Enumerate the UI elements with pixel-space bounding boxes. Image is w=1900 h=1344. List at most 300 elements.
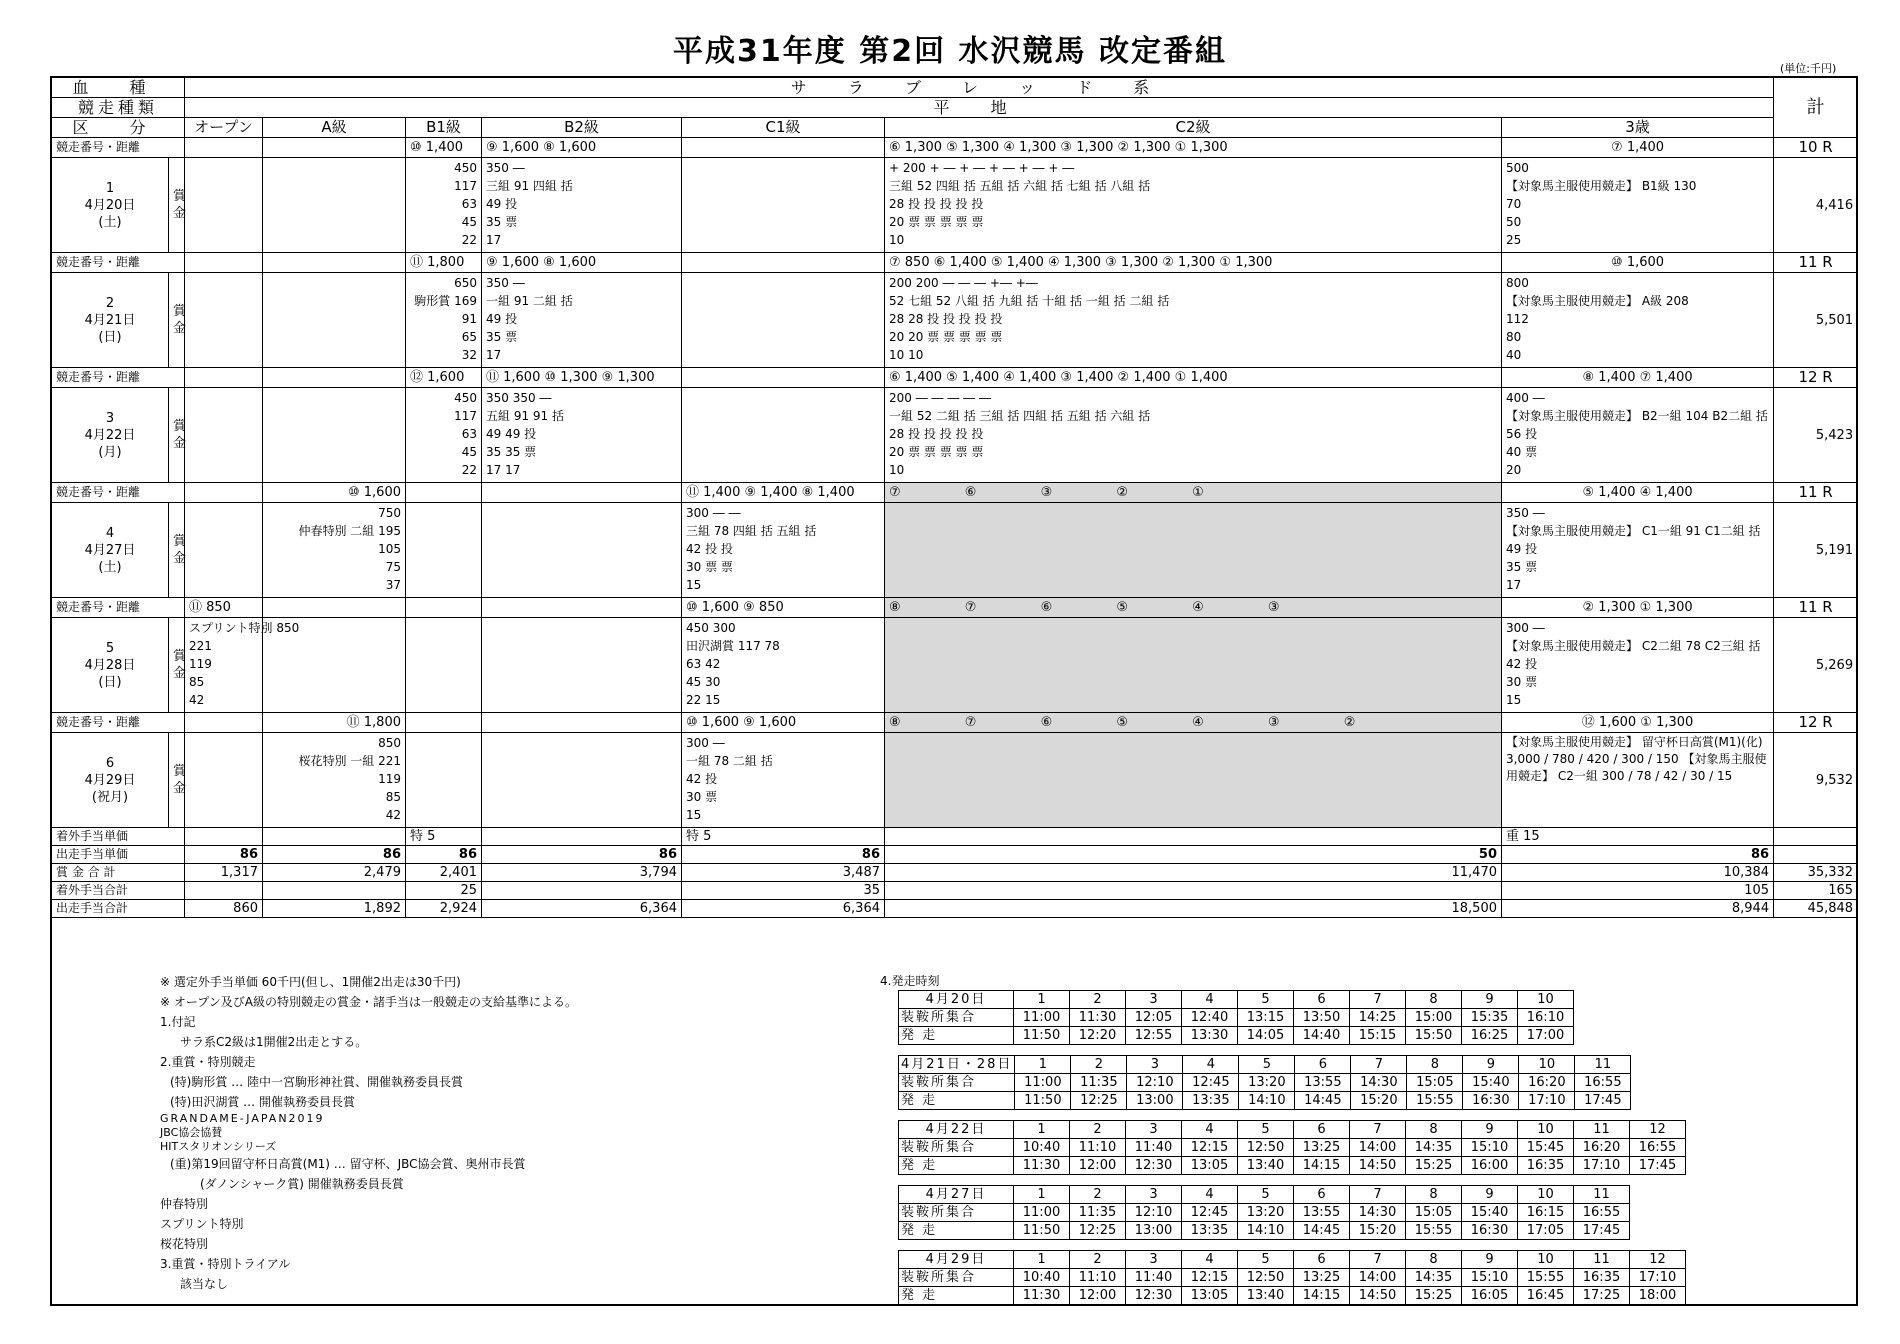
time-cell: 18:00	[1630, 1287, 1686, 1305]
day-race-row	[52, 598, 1858, 618]
race-count: 11 R	[1774, 483, 1858, 503]
time-cell: 14:50	[1350, 1157, 1406, 1175]
prize-label: 賞 金	[169, 273, 185, 368]
time-row-label: 4月20日	[899, 991, 1014, 1009]
prize-3yo: 300 ― 【対象馬主服使用競走】 C2二組 78 C2三組 括 42 投 30 票 15	[1502, 618, 1774, 713]
start-unit-c1: 86	[682, 846, 885, 864]
blood-label: 血 種	[52, 78, 185, 98]
start-total-b2: 6,364	[482, 900, 682, 918]
start-unit-row	[52, 846, 1858, 864]
time-cell: 16:35	[1518, 1157, 1574, 1175]
time-cell: 15:50	[1406, 1027, 1462, 1045]
time-cell: 5	[1238, 1251, 1294, 1269]
extra-total-label: 着外手当合計	[52, 882, 185, 900]
race-b1	[406, 598, 482, 618]
prize-b2	[482, 503, 682, 598]
day-total: 4,416	[1774, 158, 1858, 253]
race-b2	[482, 598, 682, 618]
time-cell: 8	[1406, 1121, 1462, 1139]
time-row-label: 発 走	[899, 1092, 1015, 1110]
prize-a	[263, 388, 406, 483]
time-cell: 11	[1574, 1121, 1630, 1139]
start-total-b1: 2,924	[406, 900, 482, 918]
start-time-table	[898, 1055, 1631, 1110]
race-3yo: ⑧ 1,400 ⑦ 1,400	[1502, 368, 1774, 388]
time-cell: 6	[1294, 1186, 1350, 1204]
prize-3yo: 400 ― 【対象馬主服使用競走】 B2一組 104 B2二組 括 56 投 40 票 20	[1502, 388, 1774, 483]
time-cell: 11:30	[1014, 1157, 1070, 1175]
day-race-row	[52, 253, 1858, 273]
time-cell: 15:20	[1350, 1222, 1406, 1240]
distance-label: 競走番号・距離	[52, 713, 185, 733]
time-cell: 6	[1294, 1121, 1350, 1139]
time-row-label: 装鞍所集合	[899, 1269, 1014, 1287]
time-cell: 11:00	[1015, 1074, 1071, 1092]
note-line: (重)第19回留守杯日高賞(M1) … 留守杯、JBC協会賞、奥州市長賞	[170, 1157, 526, 1171]
time-cell: 15:10	[1462, 1269, 1518, 1287]
time-cell: 11:35	[1070, 1204, 1126, 1222]
race-a: ⑩ 1,600	[263, 483, 406, 503]
prize-3yo: 500 【対象馬主服使用競走】 B1級 130 70 50 25	[1502, 158, 1774, 253]
total-header: 計	[1774, 78, 1858, 138]
time-cell: 10	[1518, 1186, 1574, 1204]
time-cell: 14:35	[1406, 1269, 1462, 1287]
time-row-label: 装鞍所集合	[899, 1139, 1014, 1157]
prize-3yo: 350 ― 【対象馬主服使用競走】 C1一組 91 C1二組 括 49 投 35 票 17	[1502, 503, 1774, 598]
time-cell: 12:15	[1182, 1139, 1238, 1157]
time-cell: 11:50	[1014, 1027, 1070, 1045]
prize-total-a: 2,479	[263, 864, 406, 882]
prize-b2	[482, 618, 682, 713]
prize-total-all: 35,332	[1774, 864, 1858, 882]
day-prize-row	[52, 503, 1858, 598]
prize-c2: 200 ― ― ― ― ― 一組 52 二組 括 三組 括 四組 括 五組 括 六組 括 28 投 投 投 投 投 20 票 票 票 票 票 10	[885, 388, 1502, 483]
time-row	[899, 1157, 1686, 1175]
day-cell: 1 4月20日 (土)	[52, 158, 169, 253]
time-cell: 15:05	[1407, 1074, 1463, 1092]
day-prize-row	[52, 273, 1858, 368]
extra-unit-row	[52, 828, 1858, 846]
extra-unit-label: 着外手当単価	[52, 828, 185, 846]
time-cell: 16:45	[1518, 1287, 1574, 1305]
race-a	[263, 253, 406, 273]
time-row-label: 発 走	[899, 1287, 1014, 1305]
race-3yo: ⑦ 1,400	[1502, 138, 1774, 158]
time-cell: 5	[1239, 1056, 1295, 1074]
day-total: 5,423	[1774, 388, 1858, 483]
time-cell: 14:30	[1351, 1074, 1407, 1092]
time-row	[899, 1074, 1631, 1092]
start-total-all: 45,848	[1774, 900, 1858, 918]
day-total: 5,269	[1774, 618, 1858, 713]
time-cell: 3	[1126, 1251, 1182, 1269]
time-cell: 1	[1014, 1251, 1070, 1269]
time-cell: 16:05	[1462, 1287, 1518, 1305]
race-type-row	[52, 98, 1858, 118]
race-c2: ⑥ 1,300 ⑤ 1,300 ④ 1,300 ③ 1,300 ② 1,300 ① 1,300	[885, 138, 1502, 158]
race-b2: ⑨ 1,600 ⑧ 1,600	[482, 138, 682, 158]
time-cell: 10:40	[1014, 1269, 1070, 1287]
time-cell: 12:10	[1127, 1074, 1183, 1092]
day-total: 5,191	[1774, 503, 1858, 598]
prize-total-c2: 11,470	[885, 864, 1502, 882]
time-cell: 14:00	[1350, 1269, 1406, 1287]
race-open	[185, 368, 263, 388]
time-row	[899, 1269, 1686, 1287]
note-line: ※ オープン及びA級の特別競走の賞金・諸手当は一般競走の支給基準による。	[160, 995, 578, 1009]
prize-b1	[406, 733, 482, 828]
start-total-c1: 6,364	[682, 900, 885, 918]
time-cell: 11:50	[1014, 1222, 1070, 1240]
start-time-table	[898, 1185, 1630, 1240]
time-cell: 12:30	[1126, 1287, 1182, 1305]
time-cell: 11:10	[1070, 1269, 1126, 1287]
notes-section	[160, 972, 577, 1294]
time-row	[899, 1139, 1686, 1157]
prize-b2: 350 ― 三組 91 四組 括 49 投 35 票 17	[482, 158, 682, 253]
time-row	[899, 1222, 1630, 1240]
time-cell: 15:40	[1463, 1074, 1519, 1092]
note-line: HITスタリオンシリーズ	[160, 1140, 277, 1153]
prize-c2	[885, 618, 1502, 713]
time-cell: 16:00	[1462, 1157, 1518, 1175]
race-c1	[682, 368, 885, 388]
extra-unit-b1: 特 5	[406, 828, 482, 846]
prize-b1	[406, 503, 482, 598]
time-cell: 16:55	[1630, 1139, 1686, 1157]
note-line: (特)田沢湖賞 … 開催執務委員長賞	[170, 1095, 355, 1109]
time-cell: 16:20	[1574, 1139, 1630, 1157]
time-cell: 9	[1463, 1056, 1519, 1074]
start-unit-c2: 50	[885, 846, 1502, 864]
note-line: GRANDAME-JAPAN2019	[160, 1112, 325, 1125]
race-count: 11 R	[1774, 598, 1858, 618]
time-cell: 12:55	[1126, 1027, 1182, 1045]
time-cell: 13:20	[1238, 1204, 1294, 1222]
day-race-row	[52, 713, 1858, 733]
race-b1: ⑪ 1,800	[406, 253, 482, 273]
race-count: 12 R	[1774, 368, 1858, 388]
time-cell: 12:25	[1071, 1092, 1127, 1110]
prize-total-b1: 2,401	[406, 864, 482, 882]
extra-total-all: 165	[1774, 882, 1858, 900]
time-row	[899, 1092, 1631, 1110]
time-cell: 11	[1575, 1056, 1631, 1074]
race-open	[185, 483, 263, 503]
time-cell: 5	[1238, 1121, 1294, 1139]
class-3yo: 3歳	[1502, 118, 1774, 138]
time-cell: 13:05	[1182, 1157, 1238, 1175]
note-line: 該当なし	[180, 1277, 229, 1291]
time-cell: 1	[1014, 1121, 1070, 1139]
time-cell: 2	[1070, 1251, 1126, 1269]
time-cell: 12:10	[1126, 1204, 1182, 1222]
time-cell: 12:15	[1182, 1269, 1238, 1287]
start-unit-3yo: 86	[1502, 846, 1774, 864]
time-row	[899, 1287, 1686, 1305]
prize-total-label: 賞 金 合 計	[52, 864, 185, 882]
time-cell: 11:30	[1070, 1009, 1126, 1027]
prize-c2	[885, 503, 1502, 598]
prize-b1: 450 117 63 45 22	[406, 388, 482, 483]
day-cell: 6 4月29日 (祝月)	[52, 733, 169, 828]
day-cell: 4 4月27日 (土)	[52, 503, 169, 598]
time-cell: 3	[1127, 1056, 1183, 1074]
time-cell: 3	[1126, 1186, 1182, 1204]
day-prize-row	[52, 618, 1858, 713]
prize-c2: + 200 + ― + ― + ― + ― + ― 三組 52 四組 括 五組 括 六組 括 七組 括 八組 括 28 投 投 投 投 投 20 票 票 票 票 票 10	[885, 158, 1502, 253]
prize-open	[185, 733, 263, 828]
race-c2: ⑧ ⑦ ⑥ ⑤ ④ ③ ②	[885, 713, 1502, 733]
time-cell: 6	[1295, 1056, 1351, 1074]
time-cell: 17:45	[1574, 1222, 1630, 1240]
prize-a	[263, 158, 406, 253]
race-count: 11 R	[1774, 253, 1858, 273]
note-line: ※ 選定外手当単価 60千円(但し、1開催2出走は30千円)	[160, 975, 461, 989]
time-cell: 13:50	[1294, 1009, 1350, 1027]
time-cell: 14:10	[1239, 1092, 1295, 1110]
race-c2: ⑦ 850 ⑥ 1,400 ⑤ 1,400 ④ 1,300 ③ 1,300 ② 1,300 ① 1,300	[885, 253, 1502, 273]
race-c1: ⑩ 1,600 ⑨ 1,600	[682, 713, 885, 733]
prize-b2: 350 350 ― 五組 91 91 括 49 49 投 35 35 票 17 17	[482, 388, 682, 483]
time-cell: 6	[1294, 991, 1350, 1009]
time-row-label: 装鞍所集合	[899, 1204, 1014, 1222]
time-cell: 11:10	[1070, 1139, 1126, 1157]
class-label: 区 分	[52, 118, 185, 138]
race-open	[185, 253, 263, 273]
extra-unit-3yo: 重 15	[1502, 828, 1774, 846]
time-cell: 14:25	[1350, 1009, 1406, 1027]
time-cell: 17:10	[1519, 1092, 1575, 1110]
day-cell: 2 4月21日 (日)	[52, 273, 169, 368]
race-open: ⑪ 850	[185, 598, 263, 618]
time-cell: 11:00	[1014, 1204, 1070, 1222]
class-row	[52, 118, 1858, 138]
start-time-table	[898, 1250, 1686, 1305]
time-cell: 14:45	[1294, 1222, 1350, 1240]
time-cell: 15:35	[1462, 1009, 1518, 1027]
start-total-open: 860	[185, 900, 263, 918]
class-a: A級	[263, 118, 406, 138]
start-unit-b1: 86	[406, 846, 482, 864]
time-cell: 5	[1238, 991, 1294, 1009]
start-time-table	[898, 990, 1574, 1045]
race-a	[263, 598, 406, 618]
time-cell: 13:25	[1294, 1139, 1350, 1157]
prize-c1	[682, 158, 885, 253]
prize-c2	[885, 733, 1502, 828]
start-total-label: 出走手当合計	[52, 900, 185, 918]
start-total-row	[52, 900, 1858, 918]
time-cell: 12:25	[1070, 1222, 1126, 1240]
time-cell: 12:45	[1183, 1074, 1239, 1092]
prize-total-b2: 3,794	[482, 864, 682, 882]
start-unit-a: 86	[263, 846, 406, 864]
day-prize-row	[52, 158, 1858, 253]
race-b1	[406, 713, 482, 733]
time-cell: 4	[1182, 1251, 1238, 1269]
prize-c1: 300 ― 一組 78 二組 括 42 投 30 票 15	[682, 733, 885, 828]
time-row-label: 4月21日・28日	[899, 1056, 1015, 1074]
race-b1: ⑩ 1,400	[406, 138, 482, 158]
day-prize-row	[52, 388, 1858, 483]
time-cell: 7	[1350, 1121, 1406, 1139]
time-cell: 2	[1070, 1121, 1126, 1139]
time-cell: 14:15	[1294, 1287, 1350, 1305]
time-cell: 14:00	[1350, 1139, 1406, 1157]
race-open	[185, 713, 263, 733]
time-cell: 17:25	[1574, 1287, 1630, 1305]
time-cell: 13:35	[1182, 1222, 1238, 1240]
program-table	[51, 77, 1858, 918]
distance-label: 競走番号・距離	[52, 138, 185, 158]
time-cell: 15:20	[1351, 1092, 1407, 1110]
race-3yo: ⑫ 1,600 ① 1,300	[1502, 713, 1774, 733]
class-c1: C1級	[682, 118, 885, 138]
time-cell: 12:05	[1126, 1009, 1182, 1027]
time-cell: 12:00	[1070, 1157, 1126, 1175]
time-cell: 13:20	[1239, 1074, 1295, 1092]
time-cell: 10	[1519, 1056, 1575, 1074]
time-cell: 13:00	[1127, 1092, 1183, 1110]
prize-a: 850 桜花特別 一組 221 119 85 42	[263, 733, 406, 828]
time-row	[899, 1027, 1574, 1045]
prize-total-3yo: 10,384	[1502, 864, 1774, 882]
extra-total-b1: 25	[406, 882, 482, 900]
time-cell: 13:40	[1238, 1157, 1294, 1175]
day-race-row	[52, 483, 1858, 503]
time-cell: 7	[1350, 1251, 1406, 1269]
race-a	[263, 368, 406, 388]
class-b1: B1級	[406, 118, 482, 138]
day-cell: 5 4月28日 (日)	[52, 618, 169, 713]
extra-unit-c1: 特 5	[682, 828, 885, 846]
time-cell: 11:50	[1015, 1092, 1071, 1110]
time-cell: 8	[1406, 1186, 1462, 1204]
prize-c1: 300 ― ― 三組 78 四組 括 五組 括 42 投 投 30 票 票 15	[682, 503, 885, 598]
race-type-label: 競走種類	[52, 98, 185, 118]
time-cell: 1	[1015, 1056, 1071, 1074]
time-cell: 13:30	[1182, 1027, 1238, 1045]
prize-label: 賞 金	[169, 158, 185, 253]
note-line: スプリント特別	[160, 1217, 244, 1231]
time-cell: 16:25	[1462, 1027, 1518, 1045]
times-heading: 4.発走時刻	[880, 974, 940, 988]
time-cell: 14:45	[1295, 1092, 1351, 1110]
time-cell: 12:00	[1070, 1287, 1126, 1305]
time-cell: 10	[1518, 1251, 1574, 1269]
day-cell: 3 4月22日 (月)	[52, 388, 169, 483]
start-total-3yo: 8,944	[1502, 900, 1774, 918]
time-cell: 15:40	[1462, 1204, 1518, 1222]
time-cell: 2	[1070, 991, 1126, 1009]
time-cell: 17:45	[1630, 1157, 1686, 1175]
prize-open	[185, 388, 263, 483]
time-cell: 13:55	[1294, 1204, 1350, 1222]
time-cell: 8	[1406, 991, 1462, 1009]
time-cell: 3	[1126, 991, 1182, 1009]
prize-total-open: 1,317	[185, 864, 263, 882]
time-cell: 11:40	[1126, 1269, 1182, 1287]
note-line: 1.付記	[160, 1015, 196, 1029]
race-b1	[406, 483, 482, 503]
time-cell: 9	[1462, 1121, 1518, 1139]
time-cell: 16:15	[1518, 1204, 1574, 1222]
time-cell: 12:20	[1070, 1027, 1126, 1045]
time-cell: 4	[1182, 991, 1238, 1009]
time-cell: 10	[1518, 1121, 1574, 1139]
distance-label: 競走番号・距離	[52, 483, 185, 503]
prize-label: 賞 金	[169, 503, 185, 598]
prize-3yo: 【対象馬主服使用競走】 留守杯日高賞(M1)(化) 3,000 / 780 / 420 / 300 / 150 【対象馬主服使用競走】 C2一組 300 / 78 / 42 / 30 / 15	[1502, 733, 1774, 828]
prize-b1: 450 117 63 45 22	[406, 158, 482, 253]
time-cell: 4	[1182, 1186, 1238, 1204]
time-cell: 16:55	[1574, 1204, 1630, 1222]
start-time-table	[898, 1120, 1686, 1175]
time-cell: 14:15	[1294, 1157, 1350, 1175]
time-row-label: 装鞍所集合	[899, 1009, 1014, 1027]
prize-label: 賞 金	[169, 388, 185, 483]
start-unit-b2: 86	[482, 846, 682, 864]
time-cell: 14:10	[1238, 1222, 1294, 1240]
time-cell: 11:30	[1014, 1287, 1070, 1305]
time-cell: 15:10	[1462, 1139, 1518, 1157]
time-row	[899, 1121, 1686, 1139]
time-cell: 11	[1574, 1251, 1630, 1269]
race-b2	[482, 713, 682, 733]
time-cell: 2	[1071, 1056, 1127, 1074]
prize-b2	[482, 733, 682, 828]
time-cell: 16:10	[1518, 1009, 1574, 1027]
race-type-value: 平 地	[185, 98, 1774, 118]
time-cell: 14:35	[1406, 1139, 1462, 1157]
time-cell: 12:45	[1182, 1204, 1238, 1222]
time-cell: 13:35	[1183, 1092, 1239, 1110]
blood-value: サ ラ ブ レ ッ ド 系	[185, 78, 1774, 98]
prize-label: 賞 金	[169, 733, 185, 828]
time-cell: 12	[1630, 1121, 1686, 1139]
distance-label: 競走番号・距離	[52, 368, 185, 388]
time-row	[899, 1186, 1630, 1204]
time-cell: 14:50	[1350, 1287, 1406, 1305]
time-row-label: 4月27日	[899, 1186, 1014, 1204]
prize-open	[185, 158, 263, 253]
time-cell: 12:50	[1238, 1269, 1294, 1287]
race-count: 10 R	[1774, 138, 1858, 158]
prize-b1: 650 駒形賞 169 91 65 32	[406, 273, 482, 368]
time-cell: 11:35	[1071, 1074, 1127, 1092]
time-row	[899, 1056, 1631, 1074]
time-cell: 1	[1014, 991, 1070, 1009]
time-cell: 15:45	[1518, 1139, 1574, 1157]
time-cell: 13:25	[1294, 1269, 1350, 1287]
race-b2: ⑨ 1,600 ⑧ 1,600	[482, 253, 682, 273]
day-total: 9,532	[1774, 733, 1858, 828]
class-b2: B2級	[482, 118, 682, 138]
time-cell: 15:55	[1407, 1092, 1463, 1110]
time-cell: 12:50	[1238, 1139, 1294, 1157]
prize-b2: 350 ― 一組 91 二組 括 49 投 35 票 17	[482, 273, 682, 368]
time-cell: 13:55	[1295, 1074, 1351, 1092]
time-cell: 4	[1183, 1056, 1239, 1074]
start-unit-label: 出走手当単価	[52, 846, 185, 864]
prize-b1	[406, 618, 482, 713]
note-line: 3.重賞・特別トライアル	[160, 1257, 291, 1271]
time-cell: 15:55	[1518, 1269, 1574, 1287]
time-cell: 7	[1351, 1056, 1407, 1074]
time-row	[899, 1009, 1574, 1027]
time-cell: 13:00	[1126, 1222, 1182, 1240]
